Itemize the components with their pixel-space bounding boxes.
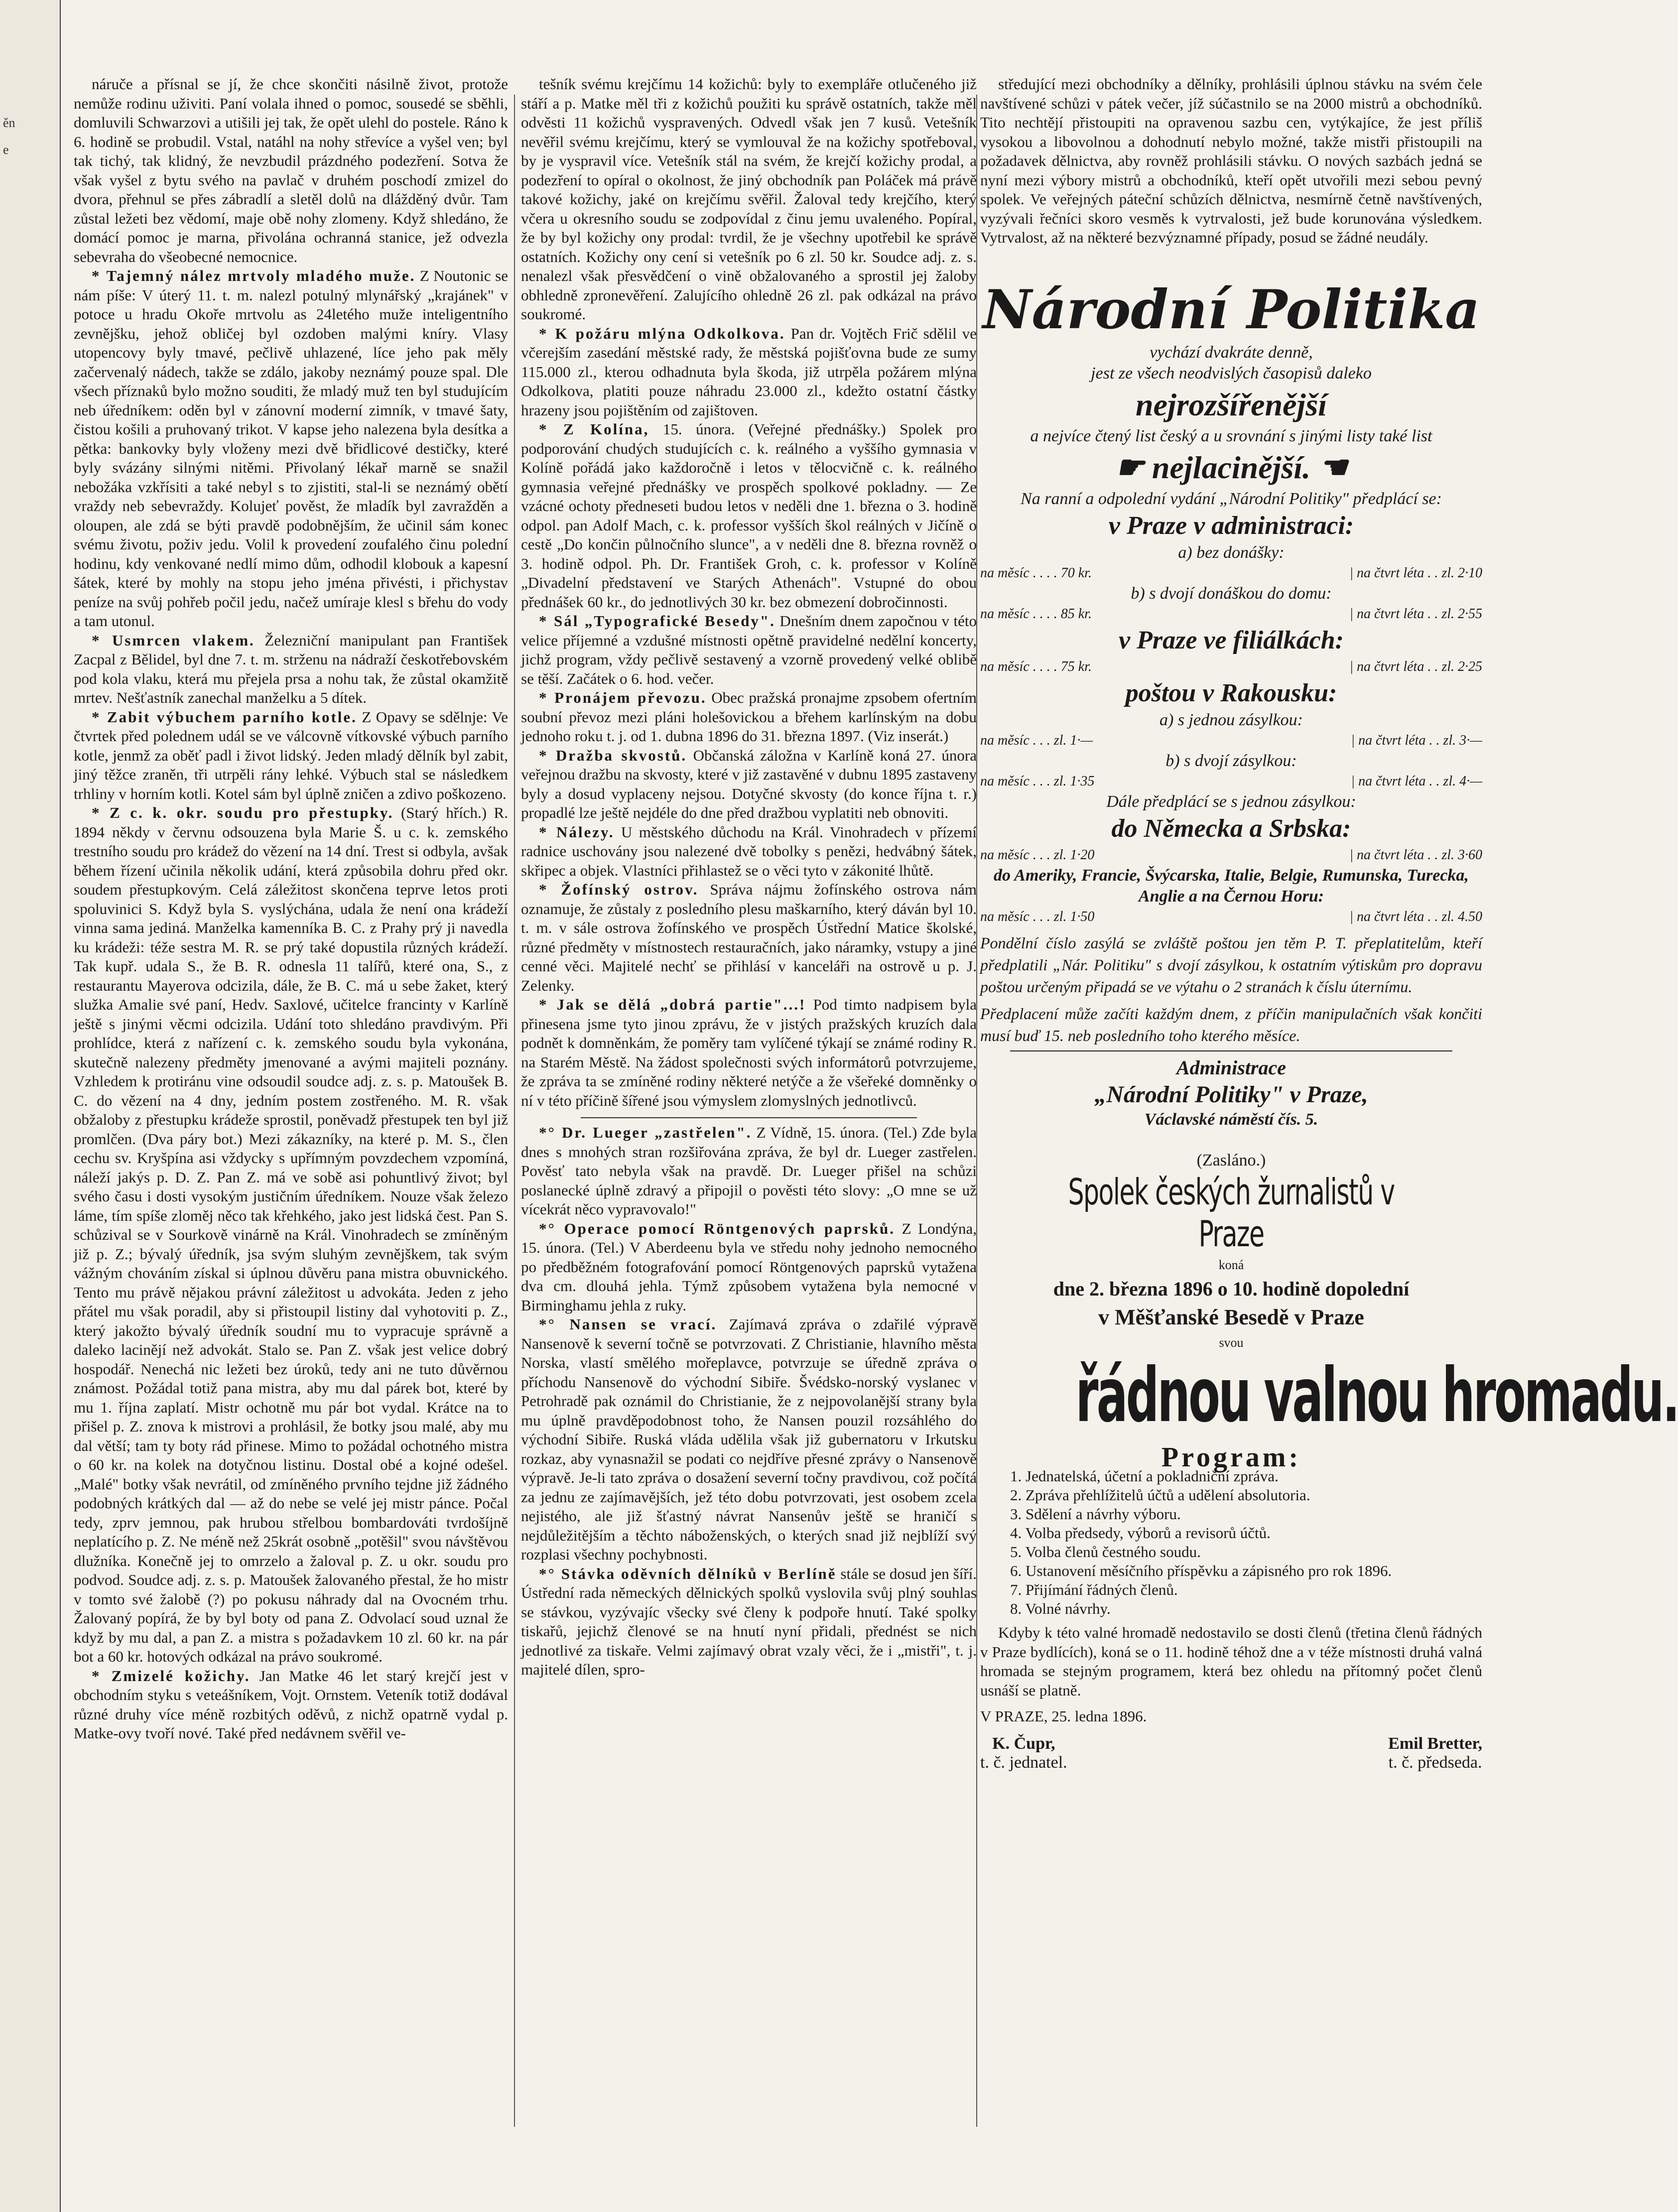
program-item: 5. Volba členů čestného soudu. xyxy=(1010,1543,1201,1561)
column-3 xyxy=(980,75,1678,1773)
price-quarterly: | na čtvrt léta . . zl. 4.50 xyxy=(1349,909,1482,924)
announcement-notice: Kdyby k této valné hromadě nedostavilo se dosti členů (třetina členů řádných v Praze bydlících), koná se o 11. hodině téhož dne a v téže místnosti druhá valná hromada se stejným programem, která bez ohledu na přítomný počet členů usnáší se platně. xyxy=(980,1624,1482,1699)
price-monthly: na měsíc . . . . 85 kr. xyxy=(980,606,1092,622)
program-item: 2. Zpráva přehlížitelů účtů a udělení absolutoria. xyxy=(1010,1486,1310,1504)
price-monthly: na měsíc . . . . 70 kr. xyxy=(980,565,1092,581)
program-item: 4. Volba předsedy, výborů a revisorů účtů. xyxy=(1010,1524,1271,1542)
article xyxy=(521,420,977,612)
ad-text: koná xyxy=(1218,1257,1244,1272)
article-heading: *° Operace pomocí Röntgenových paprsků. xyxy=(539,1219,895,1237)
ad-text: vychází dvakráte denně, xyxy=(1150,343,1313,362)
price-row xyxy=(980,772,1482,791)
price-quarterly: | na čtvrt léta . . zl. 2·25 xyxy=(1349,658,1482,674)
article xyxy=(521,1564,977,1680)
price-row xyxy=(980,563,1482,583)
price-monthly: na měsíc . . . zl. 1·50 xyxy=(980,909,1095,924)
article-heading: * Zmizelé kožichy. xyxy=(92,1667,251,1685)
article-heading: * Pronájem převozu. xyxy=(539,689,707,706)
pointing-hand-icon: ☛ xyxy=(1115,449,1152,485)
article-heading: * Usmrcen vlakem. xyxy=(92,631,255,649)
article-heading: *° Stávka oděvních dělníků v Berlíně xyxy=(539,1564,837,1582)
program-item: 1. Jednatelská, účetní a pokladniční zpráva. xyxy=(1010,1467,1279,1485)
signer-role: t. č. předseda. xyxy=(1388,1753,1482,1772)
price-row xyxy=(980,731,1482,751)
article-heading: * Z Kolína, xyxy=(539,420,649,438)
article xyxy=(521,995,977,1110)
meeting-announcement xyxy=(980,1150,1678,1773)
price-monthly: na měsíc . . . zl. 1·35 xyxy=(980,773,1095,789)
ad-text: (Zasláno.) xyxy=(1196,1151,1266,1170)
price-quarterly: | na čtvrt léta . . zl. 3·— xyxy=(1351,732,1482,748)
article-text: Obec pražská pronajme zpsobem ofertním soubní převoz mezi pláni holešovickou a břehem karlínským na dobu jednoho roku t. j. od 1. dubna 1896 do 31. března 1897. (Viz inserát.) xyxy=(521,689,977,745)
signature-chairman xyxy=(1388,1734,1482,1773)
ad-headline: nejrozšířenější xyxy=(1135,387,1327,422)
article-heading: * Nálezy. xyxy=(539,823,615,841)
price-monthly: na měsíc . . . zl. 1·— xyxy=(980,732,1093,748)
article-heading: * K požáru mlýna Odkolkova. xyxy=(539,324,785,342)
subscription-advertisement xyxy=(980,277,1482,1130)
article-text: Zajímavá zpráva o zdařilé výpravě Nansenově k severní točně se potvrzovati. Z Christianie, hlavního města Norska, vlastí smělého mořeplavce, potvrzuje se úředně zpráva o příchodu Nansenově do východní Sibiře. Švédsko-norský vyslanec v Petrohradě pak oznámil do Christianie, že z nejpovolanější strany byla mu úplně pravděpodobnost toho, že Nansen pouzil rozsáhlého do východní Sibiře. Ruská vláda udělila však již gubernatoru v Irkutsku rozkaz, aby vynasnažil se podati co nejdříve přesné zprávy o Nansenově výpravě. Je-li tato zpráva o dosažení severní točny pravdivou, což počítá za jednu ze zajímavějších, jež této dobu potvrzovati, jest osobem zcela nejistého, ale již šťastný návrat Nansenův ještě se hraničí s nejdůležitějším a těchto náboženských, o kterých snad již nejblíží svý rozplasi všechny pochybnosti. xyxy=(521,1315,977,1563)
ad-section-heading: v Praze v administraci: xyxy=(1108,511,1354,540)
price-monthly: na měsíc . . . zl. 1·20 xyxy=(980,847,1095,863)
article-text: Správa nájmu žofínského ostrova nám oznamuje, že zůstaly z posledního plesu maškarního, který dáván byl 10. t. m. v sále ostrova žofínského ve prospěch Ústřední Matice školské, různé předměty v místnostech restauračních, jako náramky, vstupy a jiné cenné věci. Majitelé nechť se přihlásí v kanceláři na ostrově u p. J. Zelenky. xyxy=(521,881,977,994)
article-heading: * Z c. k. okr. soudu pro přestupky. xyxy=(92,804,394,821)
article xyxy=(521,1315,977,1564)
article-text: U městského důchodu na Král. Vinohradech v přízemí radnice uschovány jsou nalezené dvě tobolky s penězi, hedvábný šátek, skřipec a objek. Vlastníci přihlastež se o věci tyto v zákonité lhůtě. xyxy=(521,823,977,879)
price-quarterly: | na čtvrt léta . . zl. 3·60 xyxy=(1349,847,1482,863)
newspaper-masthead: Národní Politika xyxy=(982,278,1480,341)
column-rule xyxy=(514,95,515,2127)
article xyxy=(521,880,977,995)
announcement-date: V PRAZE, 25. ledna 1896. xyxy=(980,1707,1147,1725)
ad-text: Administrace xyxy=(1176,1056,1287,1079)
ad-section-heading: v Praze ve filiálkách: xyxy=(1119,626,1344,654)
ad-text: svou xyxy=(1219,1335,1244,1350)
ad-text: „Národní Politiky" v Praze, xyxy=(1094,1081,1368,1108)
ad-note: Předplacení může začíti každým dnem, z příčin manipulačních však končiti musí buď 15. neb posledního toho kterého měsíce. xyxy=(980,1004,1482,1044)
ad-note: Pondělní číslo zasýlá se zvláště poštou jen těm P. T. přeplatitelům, kteří předplatili „Nár. Politiku" s dvojí zásylkou, k ostatním výtiskům pro dopravu poštou určeným připadá se ve výtahu o 2 stranách k číslu úternímu. xyxy=(980,933,1482,996)
article-text: Z Londýna, 15. února. (Tel.) V Aberdeenu byla ve středu nohy jednoho nemocného po předběžném fotografování pomocí Röntgenových paprsků vytažena dva cm. dlouhá jehla. Týmž způsobem vytažena byla nemocné v Birminghamu jehla z ruky. xyxy=(521,1219,977,1314)
article xyxy=(521,823,977,881)
price-row xyxy=(980,604,1482,624)
article-text: 15. února. (Veřejné přednášky.) Spolek pro podporování chudých studujících c. k. reálného a vyššího gymnasia v Kolíně pořádá jako každoročně i letos v tělocvičně c. k. reálného gymnasia veřejné přednášky ve prospěch spolkové pokladny. — Ze vzácné ochoty předneseti budou letos v neděli dne 1. března o 3. hodině odpol. pan Adolf Mach, c. k. professor vyšších škol reálných v Jičíně o cestě „Do končin půlnočního slunce", a v neděli dne 8. března rovněž o 3. hodině odpol. Ph. Dr. František Groh, c. k. professor v Kolíně „Divadelní představení ve Starých Athenách". Vstupné do obou přednášek 60 kr., do jednotlivých 30 kr. bez obmezení dobročinnosti. xyxy=(521,420,977,611)
article-text: Jan Matke 46 let starý krejčí jest v obchodním styku s veteášníkem, Vojt. Ornstem. Veteník totiž dodával různé druhy více méně rozbitých oděvů, z nichž opatrně vydal p. Matke-ovy tvoří nové. Také před nedávnem svěřil ve- xyxy=(74,1667,508,1742)
article-heading: *° Dr. Lueger „zastřelen". xyxy=(539,1124,752,1141)
ad-text: do Ameriky, Francie, Švýcarska, Italie, Belgie, Rumunska, Turecka, Anglie a na Černou Horu: xyxy=(994,866,1469,906)
ad-text: a nejvíce čtený list český a u srovnání s jinými listy také list xyxy=(1030,426,1432,445)
article-continued xyxy=(521,75,977,324)
article-text: Železniční manipulant pan František Zacpal z Bělidel, byl dne 7. t. m. strženu na nádraží českotřebovském pod kola vlaku, která mu přejela prsa a nohu tak, že zůstal okamžitě mrtev. Nešťastník zanechal manželku a 5 dítek. xyxy=(74,631,509,706)
announcement-title: Spolek českých žurnalistů v Praze xyxy=(1068,1171,1395,1255)
price-quarterly: | na čtvrt léta . . zl. 2·55 xyxy=(1349,606,1482,622)
meeting-date: dne 2. března 1896 o 10. hodině dopolední xyxy=(1053,1277,1410,1300)
ad-text: b) s dvojí zásylkou: xyxy=(1165,751,1297,770)
article-text: Pod timto nadpisem byla přinesena jsme tyto jinou zprávu, že v jistých pražských kruzích dala podnět k domněnkám, že poměry tam vylíčené týkají se známé rodiny R. na Starém Městě. Na žádost společnosti svých informátorů potvrzujeme, že zpráva ta se zmíněné rodiny některé netýče a že všeřeké domněnky o ní v této příčině šířené jsou výmyslem zlomyslných jednotlivců. xyxy=(521,996,977,1109)
article-text: tešník svému krejčímu 14 kožichů: byly to exempláře otlučeného již stáří a p. Matke měl tři z kožichů použiti ku správě ostatních, takže měl odvěsti 11 kožichů vyspravených. Odvedl však jen 7 kusů. Vetešník nevěřil svému krejčímu, který se vymlouval že na kožichy spotřeboval, by je vyspravil více. Vetešník stál na svém, že krejčí kožichy prodal, a podezření to opíral o okolnost, že jiný obchodník pan Poláček má právě takové kožichy, jaké on krejčímu svěřil. Žaloval tedy krejčího, který včera u okresního soudu se zodpovídal z činu jemu uvaleného. Popíral, že by byl kožichy ony prodal: tvrdil, že je všechny upotřebil ke správě ostatních. Kožichy ony cení si vetešník po 6 zl. 50 kr. Soudce adj. z. s. nenalezl však přesvědčení o vině obžalovaného a sprostil jej žaloby obhledně zpronevěření. Zalujícího ohledně 26 zl. pak odkázal na právo soukromé. xyxy=(521,75,977,323)
edge-letter: ěn xyxy=(3,116,15,130)
ad-text: jest ze všech neodvislých časopisů daleko xyxy=(1091,364,1372,383)
article xyxy=(74,266,508,631)
article-text: Z Noutonic se nám píše: V úterý 11. t. m. nalezl potulný mlynářský „krajánek" v potoce u hradu Okoře mrtvolu as 24letého muže inteligentního zevnějšku, jehož obličej byl ozdoben malými kníry. Vlasy utopencovy byly tmavé, pečlivě uhlazené, líce jeho pak měly začervenalý nádech, takže se zdálo, jakoby neznámý pouze spal. Dle všech příznaků bylo možno souditi, že mladý muž ten byl studujícím neb úředníkem: oděn byl v zánovní moderní zimník, v tmavé šaty, čistou košili a pruhovaný trikot. V kapse jeho nalezena byla desítka a pětka: bankovky byly vloženy mezi dvě břidlicové destičky, které byly svázány silnými nitěmi. Přivolaný lékař marně se snažil nebožáka vzkřísiti a také nebyl s to zjistiti, stal-li se neznámý obětí vraždy neb sebevraždy. Kolujeť pověst, že mladík byl zavražděn a oloupen, ale zdá se býti pravdě podobnějším, že učinil sám konec svému životu, poživ jedu. Volil k provedení zoufalého činu polední hodinu, kdy venkované nedlí mimo dům, odhodil klobouk a kapesní šátek, které by mohly na stopu jeho jména přivésti, i přichystav peníze na svůj pohřeb počil jedu, načež umíraje klesl s břehu do vody a tam utonul. xyxy=(74,267,508,630)
article-continued xyxy=(74,75,508,266)
price-row xyxy=(980,657,1482,677)
signature-secretary xyxy=(980,1734,1067,1773)
price-row xyxy=(980,907,1482,927)
announcement-headline: řádnou valnou hromadu. xyxy=(1075,1352,1678,1439)
article-heading: * Tajemný nález mrtvoly mladého muže. xyxy=(92,267,416,284)
article-continued xyxy=(980,75,1482,248)
ad-text: Dále předplácí se s jednou zásylkou: xyxy=(1106,792,1356,811)
edge-letter: e xyxy=(3,142,9,157)
article-text: Občanská záložna v Karlíně koná 27. února veřejnou dražbu na skvosty, které v již zastavěné v dubnu 1895 zastaveny byly a dosud vyplaceny nejsou. Dotyčné skvosty (do konce října t. r.) propadlé lze ještě nejdéle do dne před dražbou vyplatiti neb obnoviti. xyxy=(521,746,977,821)
article-text: stále se dosud jen šíří. Ústřední rada německých dělnických spolků vyslovila svůj plný souhlas se stávkou, vyzývajíc všecky své členy k podpoře hnutí. Také spolky tiskařů, jejichž členové se na hnutí nyní přidali, přednést se nich jednotlivé za tiskaře. Velmi zajímavý obrat vzaly věci, že i „mistři", t. j. majitelé dílen, spro- xyxy=(521,1564,977,1678)
signer-role: t. č. jednatel. xyxy=(980,1753,1067,1772)
signer-name: Emil Bretter, xyxy=(1388,1734,1482,1753)
article-heading: * Žofínský ostrov. xyxy=(539,881,699,898)
ad-headline-text: nejlacinější. xyxy=(1152,449,1311,485)
article xyxy=(521,746,977,823)
previous-page-edge xyxy=(0,0,61,2212)
price-quarterly: | na čtvrt léta . . zl. 4·— xyxy=(1351,773,1482,789)
article xyxy=(521,1219,977,1315)
program-heading: Program: xyxy=(1161,1441,1301,1473)
ad-headline xyxy=(980,447,1482,489)
article-heading: * Jak se dělá „dobrá partie"...! xyxy=(539,996,806,1013)
ad-text: a) bez donášky: xyxy=(1178,543,1285,562)
article-heading: *° Nansen se vrací. xyxy=(539,1315,717,1333)
signatures xyxy=(980,1734,1482,1773)
article-text: Z Vídně, 15. února. (Tel.) Zde byla dnes s mnohých stran rozšiřována zpráva, že byl dr. Lueger zastřelen. Pověsť tato nebyla však na pravdě. Dr. Lueger přišel na schůzi poslanecké úplně zdravý a připojil o pověsti této slovy: „O mne se už vícekrát něco vypravovalo!" xyxy=(521,1124,977,1218)
program-list xyxy=(1010,1467,1482,1618)
article-heading: * Dražba skvostů. xyxy=(539,746,687,764)
ad-section-heading: do Německa a Srbska: xyxy=(1111,814,1351,843)
article xyxy=(521,688,977,746)
article xyxy=(521,1123,977,1219)
program-item: 7. Přijímání řádných členů. xyxy=(1010,1581,1178,1598)
column-2 xyxy=(521,75,977,1680)
section-divider xyxy=(581,1117,917,1118)
edge-letters xyxy=(3,110,23,163)
price-monthly: na měsíc . . . . 75 kr. xyxy=(980,658,1092,674)
pointing-hand-icon: ☚ xyxy=(1310,449,1347,485)
program-item: 8. Volné návrhy. xyxy=(1010,1600,1111,1617)
meeting-place: v Měšťanské Besedě v Praze xyxy=(1098,1304,1364,1329)
ad-text: Na ranní a odpolední vydání „Národní Politiky" předplácí se: xyxy=(1021,489,1442,508)
article-text: (Starý hřích.) R. 1894 někdy v červnu odsouzena byla Marie Š. u c. k. zemského trestního soudu pro krádež do vězení na 14 dní. Trest si odbyla, avšak během řízení učinila několik udání, která způsobila dohru před okr. soudem přestupkovým. Celá záležitost skončena teprve letos proti spoluvinici S. Když byla S. vyslýchána, udala že není ona krádeží vinna sama jediná. Manželka kamenníka B. C. z Prahy prý ji navedla ku krádeži: téže sestra M. R. se prý také dopustila různých krádeží. Tak kupř. udala S., že B. R. odnesla 11 talířů, které ona, S., z restaurantu Mayerova odcizila, dále, že B. C. má u sebe žaket, který služka Amalie své paní, Hedv. Saxlové, učitelce francinty v Karlíně ještě s jinými věcmi odcizila. Udání toto shledáno pravdivým. Při prohlídce, která z nařízení c. k. zemského soudu byla vykonána, skutečně nalezeny předměty jmenované a avými majiteli poznány. Vzhledem k protiránu vine odsoudil soudce adj. z. s. p. Matoušek B. C. do vězení na 4 dny, jedním postem zostřeného. M. R. však obžaloby z přestupku krádeže sprostil, poněvadž přestupek ten byl již promlčen. (Dva páry bot.) Mezi zákazníky, na které p. M. S., člen cechu sv. Kryšpína asi vždycky s upřímným povzdechem vzpomíná, náleží jakýs p. D. Z. Pan Z. má ve sobě asi pohuntlivý život; byl svého času i dosti vysokým justičním úředníkem. Nouze však železo láme, tím spíše zloměj něco tak křehkého, jako jest lidská čest. Pan S. schůzival se v Sourkově vinárně na Král. Vinohradech se zmíněným již p. Z.; bývalý úředník, jsa svým sluhým zevnějškem, tak svým vážným chováním získal si úplnou důvěru pana mistra obuvnického. Tento mu právě nějakou právní záležitost u advokáta. Jeden z jeho přátel mu však poradil, aby si přistoupil listiny dal vyhotoviti p. Z., který jakožto bývalý úředník soudní mu to vypracuje správně a daleko lacinějí než advokát. Stalo se. Pan Z. však jest velice dobrý hospodář. Nenechá nic ležeti bez úroků, tedy ani ne tuto důvěrnou známost. Požádal totiž pana mistra, aby mu dal párek bot, které by mu 1. října zaplatí. Mistr ochotně mu pár bot vydal. Krátce na to přišel p. Z. znova k mistrovi a prohlásil, že botky jsou malé, aby mu dal větší; tam ty boty rád přinese. Mimo to požádal ochotného mistra o 60 kr. na kolek na dotyčnou listinu. Dostal obé a kojné odešel. „Malé" botky však nevrátil, od zmíněného prvního tejdne již žádného podobných krátkých dal — až do nebe se velé jej mistr pánce. Počal tedy, zprv jemnou, pak hrubou střelbou bombardováti tvrdošíjně neplatícího p. Z. Ne méně než 25krát osobně „potěšil" svou návštěvou dlužníka. Konečně jej to omrzelo a žaloval p. Z. u okr. soudu pro podvod. Soudce adj. z. s. p. Matoušek žalovaného přestal, že ho mistr v tomto své žalobě (?) po pokusu náhrady dal na Ovocném trhu. Žalovaný popírá, že by byl boty od pana Z. Odvolací soud uznal že když by mu dal, a pan Z. a mistra s požadavkem 10 zl. 60 kr. na pár bot a 60 kr. hotových odkázal na právo soukromé. xyxy=(74,804,508,1665)
article xyxy=(74,1667,508,1743)
ad-text: a) s jednou zásylkou: xyxy=(1159,710,1303,729)
article xyxy=(521,324,977,420)
program-item: 3. Sdělení a návrhy výboru. xyxy=(1010,1505,1181,1523)
price-row xyxy=(980,845,1482,865)
article-text: Dnešním dnem započnou v této velice příjemné a vzdušné místnosti opětně pravidelné nedělní koncerty, jichž program, vždy pečlivě sestavený a vzorně provedený velké oblibě se těší. Začátek o 6. hod. večer. xyxy=(521,612,977,687)
article-text: Pan dr. Vojtěch Frič sdělil ve včerejším zasedání městské rady, že městská pojišťovna bude ze sumy 115.000 zl., kterou odhadnuta byla škoda, již utrpěla požárem mlýna Odkolkova, platiti pouze náhradu 23.000 zl., kdežto ostatní částky hrazeny jsou pojištěním od zajištoven. xyxy=(521,324,977,419)
price-quarterly: | na čtvrt léta . . zl. 2·10 xyxy=(1349,565,1482,581)
article-text: Z Opavy se sdělnje: Ve čtvrtek před polednem udál se ve válcovně vítkovské výbuch parního kotle, jenmž za oběť padl i život lidský. Jeden mladý dělník byl zabit, jiný těžce zraněn, tři utrpěli rány lehké. Výbuch stal se následkem trhliny v horním kotli. Kotel sám byl úplně zničen a zdivo poškozeno. xyxy=(74,708,509,802)
article-text: středující mezi obchodníky a dělníky, prohlásili úplnou stávku na svém čele navštívené schůzi v pátek večer, jíž súčastnilo se na 2000 mistrů a obchodníků. Tito nechtějí přistoupiti na opravenou sazbu cen, vytýkajíce, že jest příliš vysokou a libovolnou a dohodnutí nebylo možné, takže mistři přistoupili na požadavek dělnictva, aby rovněž prohlásili stávku. O nových sazbách jedná se nyní mezi výbory mistrů a obchodníků, kteří opět utvořili mezi sebou pevný spolek. Ve veřejných páteční schůzích dělnictva, nesmírně četně navštívených, vyzývali řečníci skoro vesměs k vytrvalosti, jež bude korunována výsledkem. Vytrvalost, až na některé bezvýznamné případy, posud se žádné neudály. xyxy=(980,75,1482,246)
ad-section-heading: poštou v Rakousku: xyxy=(1125,678,1337,707)
article xyxy=(74,708,508,804)
ad-text: Václavské náměstí čís. 5. xyxy=(1144,1110,1318,1129)
divider xyxy=(1010,1050,1452,1051)
ad-text: b) s dvojí donáškou do domu: xyxy=(1131,584,1332,603)
article-text: náruče a přísnal se jí, že chce skončiti násilně život, protože nemůže rodinu uživiti. Paní volala ihned o pomoc, sousedé se sběhli, domluvili Schwarzovi a utišili jej tak, že opět ulehl do postele. Ráno k 6. hodině se probudil. Vstal, natáhl na nohy střevíce a vyšel ven; byl tak tichý, tak klidný, že nevzbudil prázdného podezření. Sotva že však vyšel z bytu svého na pavlač v druhém poschodí zmizel do dvora, přehnul se přes zábradlí a sletěl dolů na dlážděný dvůr. Tam zůstal ležeti bez vědomí, maje obě nohy zlomeny. Když shledáno, že domácí pomoc je marna, přivolána ochranná stanice, jež odvezla sebevraha do všeobecné nemocnice. xyxy=(74,75,508,265)
article-heading: * Sál „Typografické Besedy". xyxy=(539,612,775,630)
column-1 xyxy=(74,75,508,1743)
article xyxy=(521,612,977,688)
signer-name: K. Čupr, xyxy=(992,1734,1055,1753)
program-item: 6. Ustanovení měsíčního příspěvku a zápisného pro rok 1896. xyxy=(1010,1562,1392,1579)
article-heading: * Zabit výbuchem parního kotle. xyxy=(92,708,357,726)
article xyxy=(74,803,508,1667)
article xyxy=(74,631,508,708)
